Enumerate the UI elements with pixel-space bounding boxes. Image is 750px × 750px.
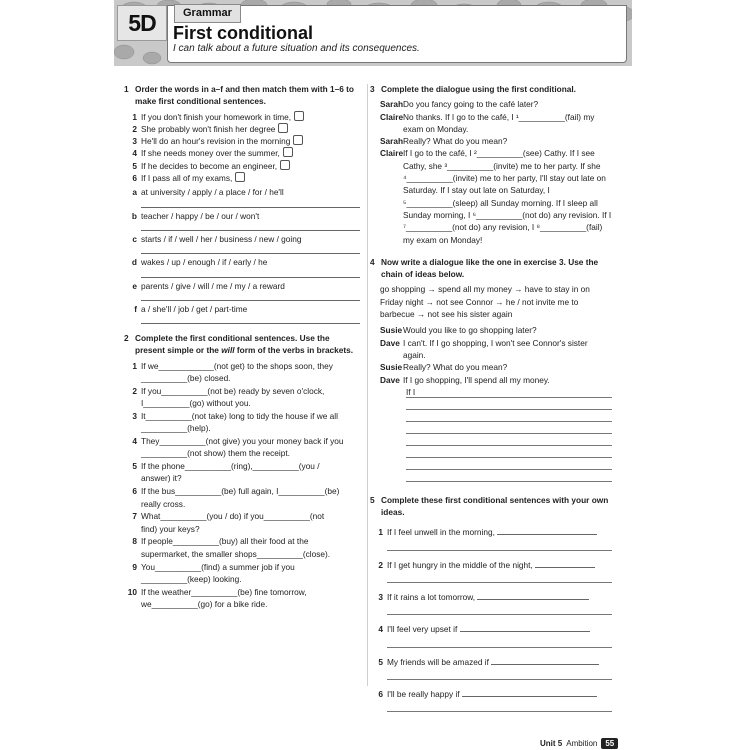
dialogue-line[interactable] <box>370 147 612 245</box>
item-number: 2 <box>132 385 137 396</box>
item-text: If it rains a lot tomorrow, <box>387 592 476 603</box>
answer-line[interactable] <box>141 300 360 301</box>
answer-line[interactable] <box>387 700 612 712</box>
item-number: 6 <box>378 688 383 699</box>
item-line: we__________(go) for a bike ride. <box>141 598 268 609</box>
item-line: supermarket, the smaller shops__________(close). <box>141 548 331 559</box>
item-text: If I pass all of my exams, <box>141 173 233 184</box>
dialogue-line <box>370 98 612 110</box>
speaker-name: Dave <box>380 337 400 348</box>
chain-of-ideas: go shopping → spend all my money → have to stay in on Friday night → not see Connor → he / not invite me to barbecue → not see his sister again <box>380 284 590 320</box>
sentence-item[interactable] <box>370 591 612 603</box>
item-number: 1 <box>378 527 383 538</box>
item-text: If she needs money over the summer, <box>141 148 280 159</box>
gap-fill-item[interactable] <box>124 460 360 485</box>
item-line: I__________(go) without you. <box>141 398 251 409</box>
gap-fill-item[interactable] <box>124 385 360 410</box>
answer-box[interactable] <box>278 123 288 133</box>
dialogue-line <box>370 135 612 147</box>
right-column <box>370 83 612 712</box>
dialogue-text: Do you fancy going to the café later? <box>403 99 539 110</box>
item-letter: f <box>134 303 137 314</box>
speaker-name: Sarah <box>380 136 404 147</box>
answer-line[interactable] <box>497 526 597 535</box>
dialogue-line <box>370 361 612 373</box>
page-subtitle: I can talk about a future situation and its consequences. <box>173 43 420 54</box>
list-item <box>124 135 360 147</box>
item-number: 2 <box>378 559 383 570</box>
item-number: 3 <box>378 592 383 603</box>
list-item <box>124 147 360 159</box>
writing-line[interactable] <box>406 434 612 446</box>
speaker-name: Susie <box>380 325 403 336</box>
exercise-instruction: Complete these first conditional sentences with your own ideas. <box>381 494 609 518</box>
item-text: I'll be really happy if <box>387 688 460 699</box>
item-letter: c <box>132 233 137 244</box>
item-number: 4 <box>132 436 137 447</box>
item-line: really cross. <box>141 498 186 509</box>
answer-box[interactable] <box>235 172 245 182</box>
item-text: He'll do an hour's revision in the morning <box>141 136 291 147</box>
item-line: __________(keep) looking. <box>141 573 242 584</box>
exercise-number: 1 <box>124 84 129 94</box>
exercise-2 <box>124 332 360 610</box>
item-text: at university / apply / a place / for / he'll <box>141 187 284 198</box>
writing-line[interactable] <box>406 446 612 458</box>
item-text: She probably won't finish her degree <box>141 123 276 134</box>
dialogue-line[interactable] <box>370 111 612 136</box>
list-item <box>124 111 360 123</box>
item-text: starts / if / well / her / business / new / going <box>141 233 302 244</box>
item-letter: d <box>131 257 137 268</box>
exercise-number: 5 <box>370 494 375 505</box>
item-number: 3 <box>132 410 137 421</box>
item-text: teacher / happy / be / our / won't <box>141 210 260 221</box>
item-text: a / she'll / job / get / part-time <box>141 303 248 314</box>
item-line: If the weather__________(be) fine tomorrow, <box>141 586 307 597</box>
item-letter: e <box>132 280 137 291</box>
item-text: My friends will be amazed if <box>387 656 489 667</box>
answer-line[interactable] <box>141 207 360 208</box>
exercise-4-heading <box>370 256 612 281</box>
exercise-5-heading <box>370 494 612 519</box>
exercise-2-heading <box>124 332 360 357</box>
item-number: 6 <box>132 486 137 497</box>
exercise-1-heading <box>124 83 360 108</box>
item-line: If the phone__________(ring),__________(you / <box>141 461 320 472</box>
writing-line[interactable] <box>406 398 612 410</box>
dialogue-text: Really? What do you mean? <box>403 362 508 373</box>
answer-line[interactable] <box>387 571 612 583</box>
exercise-1 <box>124 83 360 324</box>
sentence-item[interactable] <box>370 656 612 668</box>
page-footer <box>540 738 618 749</box>
writing-line[interactable] <box>406 410 612 422</box>
answer-line[interactable] <box>460 623 590 632</box>
page-number: 55 <box>601 738 618 749</box>
exercise-instruction: Now write a dialogue like the one in exercise 3. Use the chain of ideas below. <box>381 256 599 280</box>
dialogue-text: Really? What do you mean? <box>403 136 508 147</box>
word-order-item <box>124 303 360 315</box>
instruction-emphasis: will <box>221 345 235 356</box>
word-order-item <box>124 210 360 222</box>
writing-line[interactable] <box>406 470 612 482</box>
speaker-name: Sarah <box>380 99 404 110</box>
sentence-item[interactable] <box>370 688 612 700</box>
answer-line[interactable] <box>477 591 589 600</box>
item-letter: a <box>132 187 137 198</box>
item-line: __________(not show) them the receipt. <box>141 448 290 459</box>
item-number: 2 <box>132 123 137 134</box>
dialogue-text: No thanks. If I go to the café, I ¹__________(fail) my exam on Monday. <box>403 111 595 134</box>
sentence-item[interactable] <box>370 526 612 538</box>
sentence-item[interactable] <box>370 623 612 635</box>
answer-box[interactable] <box>293 135 303 145</box>
gap-fill-item[interactable] <box>124 586 360 611</box>
instruction-part: Complete the first conditional sentences. Use the present simple or the <box>135 333 330 356</box>
item-line: If people__________(buy) all their food at the <box>141 536 309 547</box>
left-column <box>124 83 360 611</box>
item-line: What__________(you / do) if you__________(not <box>141 511 325 522</box>
item-line: If we____________(not get) to the shops soon, they <box>141 360 333 371</box>
item-text: If I get hungry in the middle of the night, <box>387 559 533 570</box>
speaker-name: Claire <box>380 148 404 159</box>
answer-line[interactable] <box>491 656 599 665</box>
answer-box[interactable] <box>294 111 304 121</box>
writing-line[interactable] <box>406 386 612 398</box>
item-number: 5 <box>378 656 383 667</box>
item-text: If he decides to become an engineer, <box>141 160 278 171</box>
page-title: First conditional <box>173 23 314 43</box>
gap-fill-item[interactable] <box>124 485 360 510</box>
word-order-item <box>124 233 360 245</box>
item-number: 4 <box>378 624 383 635</box>
item-line: It__________(not take) long to tidy the house if we all <box>141 410 338 421</box>
answer-line[interactable] <box>141 277 360 278</box>
answer-line[interactable] <box>535 559 595 568</box>
exercise-3 <box>370 83 612 246</box>
answer-line[interactable] <box>141 230 360 231</box>
word-order-item <box>124 280 360 292</box>
exercise-instruction <box>135 332 360 357</box>
speaker-name: Susie <box>380 362 403 373</box>
exercise-number: 2 <box>124 333 129 344</box>
list-item <box>124 172 360 184</box>
speaker-name: Dave <box>380 374 400 385</box>
gap-fill-item[interactable] <box>124 535 360 560</box>
writing-prompt: If I <box>406 386 416 397</box>
item-number: 10 <box>127 586 137 597</box>
answer-line[interactable] <box>387 636 612 648</box>
list-item <box>124 160 360 172</box>
speaker-name: Claire <box>380 111 404 122</box>
answer-line[interactable] <box>141 253 360 254</box>
word-order-item <box>124 256 360 268</box>
gap-fill-item[interactable] <box>124 360 360 385</box>
item-number: 5 <box>132 160 137 171</box>
item-line: They__________(not give) you your money back if you <box>141 436 344 447</box>
writing-line[interactable] <box>406 422 612 434</box>
item-number: 9 <box>132 561 137 572</box>
column-divider <box>367 84 368 686</box>
exercise-3-heading <box>370 83 612 95</box>
item-line: If the bus__________(be) full again, I__________(be) <box>141 486 340 497</box>
item-letter: b <box>131 210 137 221</box>
answer-line[interactable] <box>387 539 612 551</box>
item-number: 1 <box>132 360 137 371</box>
footer-unit: Unit 5 <box>540 739 563 748</box>
dialogue-line <box>370 374 612 386</box>
gap-fill-item[interactable] <box>124 435 360 460</box>
dialogue-text: If I go to the café, I ²__________(see) Cathy. If I see Cathy, she ³__________(invite) me to her party. If she ⁴__________(invite) me to her party, I'll stay out late on Saturday. If I stay out late on Saturday, I ⁵__________(sleep) all Sunday morning. If I sleep all Sunday morning, I ⁶__________(not do) any revision. If I ⁷__________(not do) any revision, I ⁸__________(fail) my exam on Monday! <box>403 148 612 245</box>
gap-fill-item[interactable] <box>124 561 360 586</box>
exercise-number: 4 <box>370 256 375 267</box>
item-text: parents / give / will / me / my / a reward <box>141 280 285 291</box>
item-text: I'll feel very upset if <box>387 624 458 635</box>
exercise-instruction: Order the words in a–f and then match them with 1–6 to make first conditional sentences. <box>135 84 354 107</box>
exercise-5 <box>370 494 612 712</box>
answer-line[interactable] <box>387 668 612 680</box>
dialogue-line <box>370 337 612 362</box>
item-number: 3 <box>132 136 137 147</box>
item-number: 8 <box>132 536 137 547</box>
dialogue-text: If I go shopping, I'll spend all my money. <box>403 374 550 385</box>
gap-fill-item[interactable] <box>124 510 360 535</box>
exercise-4 <box>370 256 612 482</box>
item-line: answer) it? <box>141 473 182 484</box>
item-text: If I feel unwell in the morning, <box>387 527 495 538</box>
item-line: If you__________(not be) ready by seven o'clock, <box>141 385 325 396</box>
item-line: find) your keys? <box>141 523 200 534</box>
item-number: 4 <box>132 148 137 159</box>
section-tab: Grammar <box>174 4 241 23</box>
dialogue-text: Would you like to go shopping later? <box>403 325 537 336</box>
item-number: 7 <box>132 511 137 522</box>
answer-box[interactable] <box>280 160 290 170</box>
sentence-item[interactable] <box>370 559 612 571</box>
list-item <box>124 123 360 135</box>
exercise-number: 3 <box>370 84 375 94</box>
unit-code-badge: 5D <box>117 5 167 41</box>
answer-line[interactable] <box>141 323 360 324</box>
answer-line[interactable] <box>387 603 612 615</box>
item-text: wakes / up / enough / if / early / he <box>141 257 268 268</box>
item-text: If you don't finish your homework in time, <box>141 111 292 122</box>
word-order-item <box>124 186 360 198</box>
item-line: __________(be) closed. <box>141 373 231 384</box>
gap-fill-item[interactable] <box>124 410 360 435</box>
item-number: 1 <box>132 111 137 122</box>
footer-title: Ambition <box>566 739 598 748</box>
dialogue-text: I can't. If I go shopping, I won't see Connor's sister again. <box>403 337 588 360</box>
answer-line[interactable] <box>462 688 597 697</box>
item-number: 6 <box>132 173 137 184</box>
dialogue-line <box>370 324 612 336</box>
item-number: 5 <box>132 461 137 472</box>
writing-line[interactable] <box>406 458 612 470</box>
instruction-part: form of the verbs in brackets. <box>234 345 354 356</box>
answer-box[interactable] <box>283 147 293 157</box>
item-line: You__________(find) a summer job if you <box>141 561 295 572</box>
item-line: __________(help). <box>141 423 211 434</box>
exercise-instruction: Complete the dialogue using the first conditional. <box>381 84 576 94</box>
